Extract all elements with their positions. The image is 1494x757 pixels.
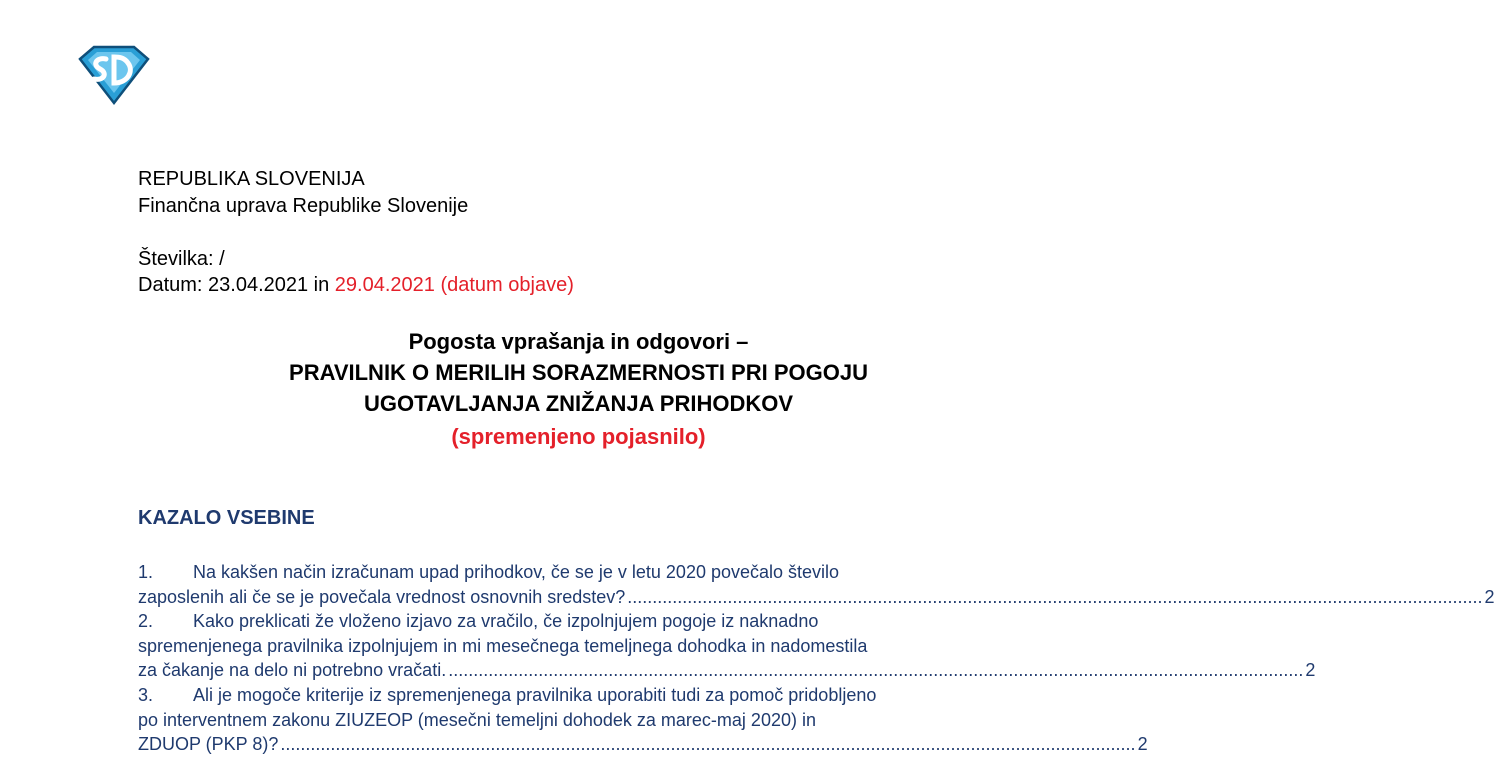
toc-page-number: 2 [1137, 734, 1148, 754]
document-date [138, 272, 574, 298]
toc-page-number: 2 [1305, 660, 1316, 680]
toc-entry-text: zaposlenih ali če se je povečala vrednost osnovnih sredstev? [138, 586, 626, 607]
toc-entry-1[interactable] [138, 560, 1494, 609]
toc-entry-line [138, 683, 1020, 708]
toc-entry-number: 2. [138, 611, 154, 631]
toc-entry-2[interactable] [138, 609, 1316, 683]
toc-entry-text: Na kakšen način izračunam upad prihodkov, če se je v letu 2020 povečalo število [193, 562, 840, 582]
toc-entry-line [138, 585, 1494, 610]
toc-entry-number: 3. [138, 685, 154, 705]
toc-entry-line [138, 560, 1020, 585]
toc-entry-text: za čakanje na delo ni potrebno vračati. [138, 660, 447, 680]
toc-leader: ........................................................................................................................................................................... [448, 660, 1304, 680]
toc-entry-line [138, 732, 1148, 757]
title-line-1: Pogosta vprašanja in odgovori – [408, 329, 749, 354]
toc-entry-text: ZDUOP (PKP 8)? [138, 734, 279, 754]
toc-entry-text: Ali je mogoče kriterije iz spremenjenega pravilnika uporabiti tudi za pomoč pridobljeno [193, 685, 877, 705]
title-line-4: (spremenjeno pojasnilo) [451, 424, 706, 449]
org-name: REPUBLIKA SLOVENIJA [138, 168, 365, 190]
toc-heading: KAZALO VSEBINE [138, 507, 315, 529]
toc-page-number: 2 [1484, 586, 1494, 607]
toc-leader: ........................................................................................................................................................................... [280, 734, 1136, 754]
fu-logo-icon [76, 45, 150, 105]
toc-entry-line [138, 609, 1020, 634]
document-number: Številka: / [138, 248, 225, 270]
title-line-3: UGOTAVLJANJA ZNIŽANJA PRIHODKOV [363, 391, 794, 416]
toc-entry-3[interactable] [138, 683, 1148, 757]
toc-entry-line: spremenjenega pravilnika izpolnjujem in mi mesečnega temeljnega dohodka in nadomestila [138, 635, 868, 656]
title-line-2: PRAVILNIK O MERILIH SORAZMERNOSTI PRI POGOJU [289, 360, 868, 385]
toc-entry-text: Kako preklicati že vloženo izjavo za vračilo, če izpolnjujem pogoje iz naknadno [193, 611, 819, 631]
publication-date: 29.04.2021 (datum objave) [334, 274, 574, 296]
toc-leader: ........................................................................................................................................................................... [627, 586, 1483, 607]
toc-entry-line: po interventnem zakonu ZIUZEOP (mesečni temeljni dohodek za marec-maj 2020) in [138, 709, 816, 730]
toc-entry-number: 1. [138, 562, 154, 582]
toc-entry-line [138, 658, 1316, 683]
org-department: Finančna uprava Republike Slovenije [138, 195, 469, 217]
date-text: Datum: 23.04.2021 in [138, 274, 335, 296]
